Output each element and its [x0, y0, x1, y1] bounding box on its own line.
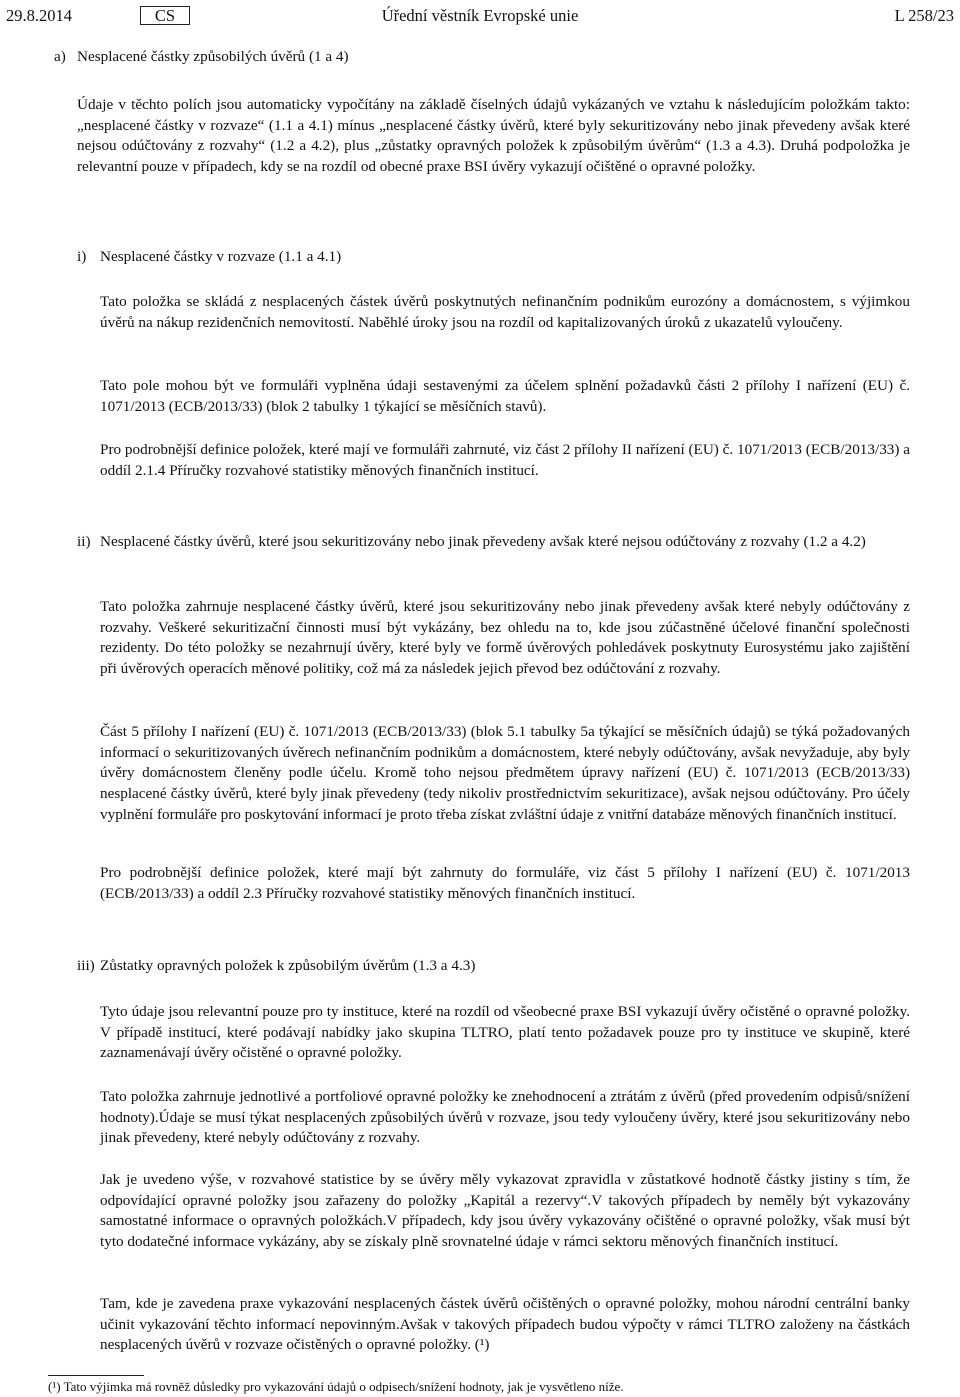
- subsection-ii-label: ii): [77, 533, 91, 550]
- subsection-i-paragraph-1: Tato položka se skládá z nesplacených částek úvěrů poskytnutých nefinančním podnikům eurozóny a domácnostem, s výjimkou úvěrů na nákup rezidenčních nemovitostí. Naběhlé úroky jsou na rozdíl od kapitalizovaných úroků z ukazatelů vyloučeny.: [100, 293, 910, 331]
- footnote-text: Tato výjimka má rovněž důsledky pro vykazování údajů o odpisech/snížení hodnoty, jak je vysvětleno níže.: [63, 1379, 624, 1394]
- subsection-iii-heading: Zůstatky opravných položek k způsobilým úvěrům (1.3 a 4.3): [100, 957, 476, 974]
- publication-date: 29.8.2014: [6, 6, 72, 25]
- section-a-heading: Nesplacené částky způsobilých úvěrů (1 a 4): [77, 48, 349, 65]
- subsection-iii-paragraph-1: Tyto údaje jsou relevantní pouze pro ty instituce, které na rozdíl od všeobecné praxe BSI vykazují úvěry očistěné o opravné položky. V případě institucí, které podávají nabídky jako skupina TLTRO, platí tento požadavek pouze pro ty instituce ve skupině, které zaznamenávají úvěry očistěné o opravné položky.: [100, 1003, 910, 1062]
- subsection-i-paragraph-3: Pro podrobnější definice položek, které mají ve formuláři zahrnuté, viz část 2 přílohy II nařízení (EU) č. 1071/2013 (ECB/2013/33) a oddíl 2.1.4 Příručky rozvahové statistiky měnových finančních institucí.: [100, 441, 910, 479]
- footnote-separator: [48, 1375, 144, 1376]
- subsection-i-heading: Nesplacené částky v rozvaze (1.1 a 4.1): [100, 248, 342, 265]
- footnote: [48, 1379, 624, 1395]
- subsection-iii-paragraph-2: Tato položka zahrnuje jednotlivé a portfoliové opravné položky ke znehodnocení a ztrátám z úvěrů (před provedením odpisů/snížení hodnoty).Údaje se musí týkat nesplacených způsobilých úvěrů v rozvaze, jsou tedy vyloučeny úvěry, které jsou sekuritizovány nebo jinak převedeny, které nebyly odúčtovány z rozvahy.: [100, 1088, 910, 1147]
- section-a-intro: Údaje v těchto polích jsou automaticky vypočítány na základě číselných údajů vykázaných ve vztahu k následujícím položkám takto: „nesplacené částky v rozvaze“ (1.1 a 4.1) mínus „nesplacené částky úvěrů, které byly sekuritizovány nebo jinak převedeny avšak které nejsou odúčtovány z rozvahy“ (1.2 a 4.2), plus „zůstatky opravných položek k způsobilým úvěrům“ (1.3 a 4.3). Druhá podpoložka je relevantní pouze v případech, kdy se na rozdíl od obecné praxe BSI úvěry vykazují očištěné o opravné položky.: [77, 96, 910, 176]
- page-header: [6, 6, 954, 28]
- journal-title: Úřední věstník Evropské unie: [381, 6, 579, 25]
- language-code-box: CS: [140, 6, 190, 25]
- subsection-iii-paragraph-4: [100, 1294, 910, 1356]
- subsection-i-paragraph-2: Tato pole mohou být ve formuláři vyplněna údaji sestavenými za účelem splnění požadavků části 2 přílohy I nařízení (EU) č. 1071/2013 (ECB/2013/33) (blok 2 tabulky 1 týkající se měsíčních stavů).: [100, 377, 910, 415]
- footnote-reference[interactable]: (¹): [474, 1336, 490, 1354]
- subsection-iii-paragraph-3: Jak je uvedeno výše, v rozvahové statistice by se úvěry měly vykazovat zpravidla v zůstatkové hodnotě částky jistiny s tím, že odpovídající opravné položky jsou zařazeny do položky „Kapitál a rezervy“.V takových případech by neměly být vykazovány samostatné informace o opravných položkách.V případech, kdy jsou úvěry vykazovány očištěné o opravné položky, však musí být tyto dodatečné informace vykázány, aby se získaly plně srovnatelné údaje v rámci sektoru měnových finančních institucí.: [100, 1171, 910, 1251]
- subsection-ii-paragraph-3: Pro podrobnější definice položek, které mají být zahrnuty do formuláře, viz část 5 přílohy I nařízení (EU) č. 1071/2013 (ECB/2013/33) a oddíl 2.3 Příručky rozvahové statistiky měnových finančních institucí.: [100, 864, 910, 902]
- page-number: L 258/23: [894, 6, 954, 25]
- footnote-marker: (¹): [48, 1379, 61, 1394]
- section-a-label: a): [54, 48, 66, 65]
- subsection-iii-label: iii): [77, 957, 95, 974]
- subsection-ii-paragraph-1: Tato položka zahrnuje nesplacené částky úvěrů, které jsou sekuritizovány nebo jinak převedeny avšak které nebyly odúčtovány z rozvahy. Veškeré sekuritizační činnosti musí být vykázány, bez ohledu na to, kde jsou zúčastněné účelové finanční společnosti rezidenty. Do této položky se nezahrnují úvěry, které byly ve formě úvěrových pohledávek poskytnuty Eurosystému jako zajištění při úvěrových operacích měnové politiky, což má za následek jejich převod bez odúčtování z rozvahy.: [100, 598, 910, 678]
- subsection-ii-heading: Nesplacené částky úvěrů, které jsou sekuritizovány nebo jinak převedeny avšak které nejsou odúčtovány z rozvahy (1.2 a 4.2): [100, 533, 866, 550]
- paragraph-text: Tam, kde je zavedena praxe vykazování nesplacených částek úvěrů očištěných o opravné položky, mohou národní centrální banky učinit vykazování těchto informací nepovinným.Avšak v takových případech budou výpočty v rámci TLTRO založeny na částkách nesplacených úvěrů v rozvaze očistěných o opravné položky.: [100, 1295, 910, 1354]
- subsection-ii-paragraph-2: Část 5 přílohy I nařízení (EU) č. 1071/2013 (ECB/2013/33) (blok 5.1 tabulky 5a týkající se měsíčních údajů) se týká požadovaných informací o sekuritizovaných úvěrech nefinančním podnikům a domácnostem, které nebyly odúčtovány, avšak nevyžaduje, aby byly úvěry domácnostem členěny podle účelu. Kromě toho nejsou předmětem úpravy nařízení (EU) č. 1071/2013 (ECB/2013/33) nesplacené částky úvěrů, které byly jinak převedeny (tedy nikoliv prostřednictvím sekuritizace), avšak nejsou odúčtovány. Pro účely vyplnění formuláře pro poskytování informací je proto třeba získat zvláštní údaje z vnitřní databáze měnových finančních institucí.: [100, 723, 910, 823]
- subsection-i-label: i): [77, 248, 87, 265]
